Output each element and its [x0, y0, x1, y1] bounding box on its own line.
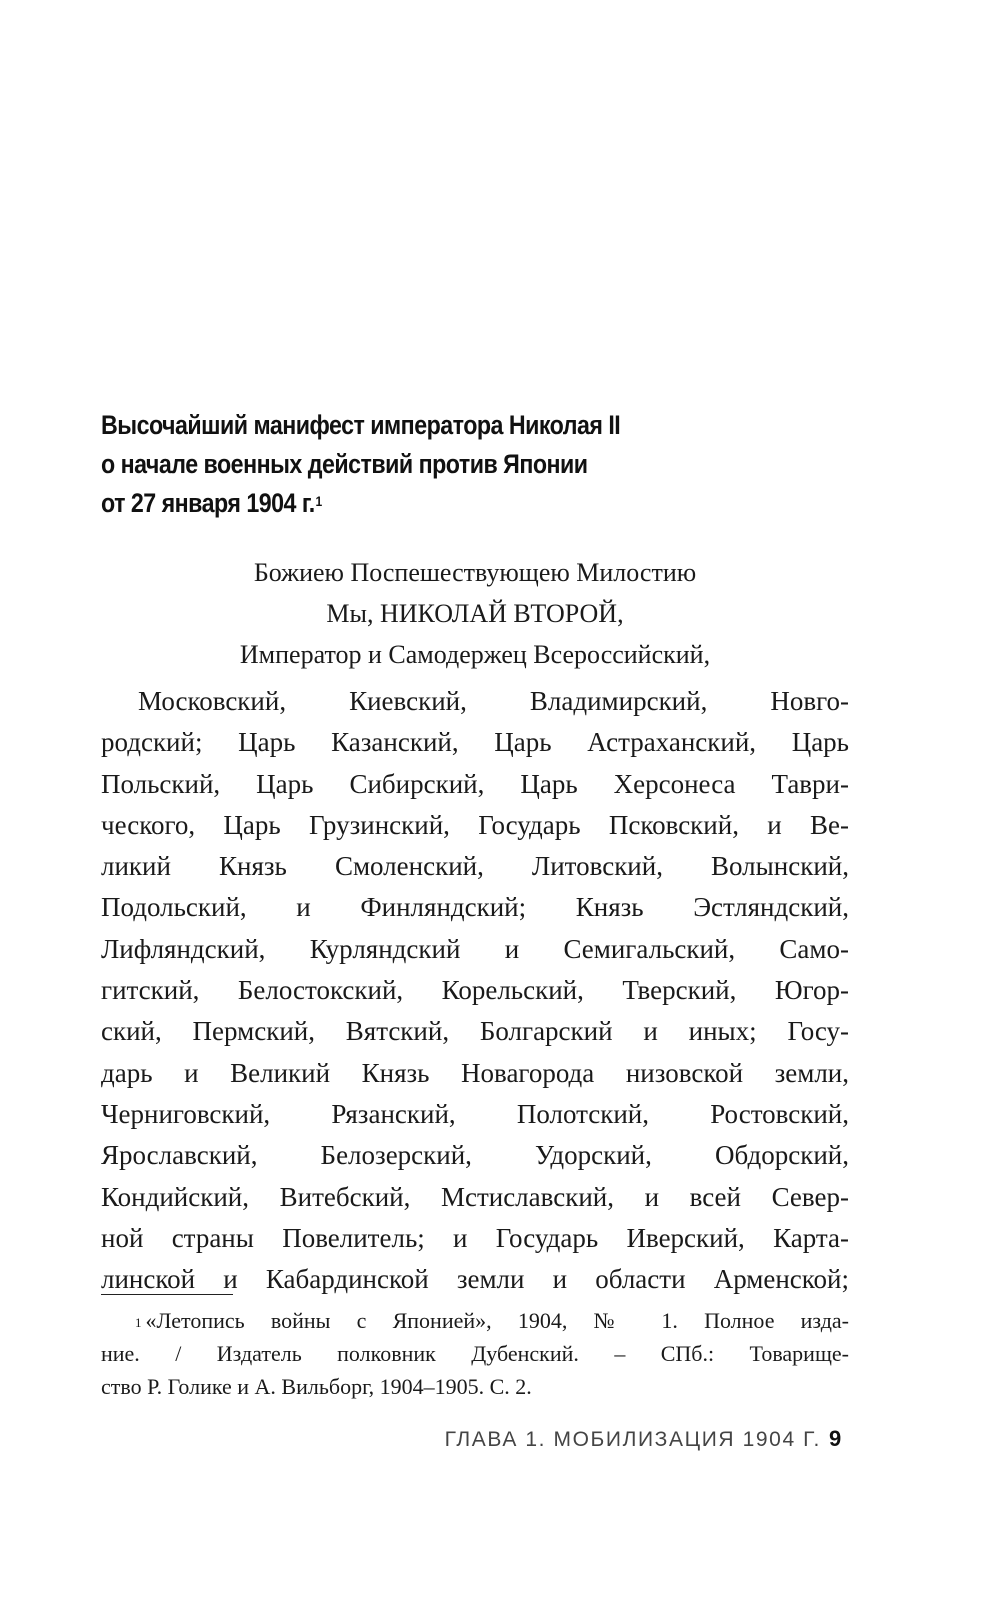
heading-footnote-ref[interactable]: 1: [315, 493, 322, 509]
titulature-block: [101, 552, 849, 675]
body-line: гитский, Белостокский, Корельский, Тверский, Югор-: [101, 975, 849, 1006]
page-number: 9: [829, 1426, 842, 1451]
heading-line-3-text: от 27 января 1904 г.: [101, 488, 315, 518]
manifesto-body: [101, 681, 849, 1300]
body-line: Польский, Царь Сибирский, Царь Херсонеса Таври-: [101, 768, 849, 799]
body-line: Лифляндский, Курляндский и Семигальский, Само-: [101, 933, 849, 964]
footnote-line-3: ство Р. Голике и А. Вильборг, 1904–1905. С. 2.: [101, 1374, 532, 1399]
body-line: родский; Царь Казанский, Царь Астраханский, Царь: [101, 727, 849, 758]
footnote-line-1-text: «Летопись войны с Японией», 1904, № 1. Полное изда-: [145, 1308, 849, 1333]
footnote-divider: [101, 1294, 233, 1295]
heading-line-1: Высочайший манифест императора Николая II: [101, 410, 621, 440]
body-line: Подольский, и Финляндский; Князь Эстляндский,: [101, 892, 849, 923]
body-line: Черниговский, Рязанский, Полотский, Ростовский,: [101, 1098, 849, 1129]
footnote-line-1: [101, 1304, 849, 1337]
body-line: ликий Князь Смоленский, Литовский, Волынский,: [101, 851, 849, 882]
body-line: Кондийский, Витебский, Мстиславский, и всей Север-: [101, 1181, 849, 1212]
body-line: ческого, Царь Грузинский, Государь Псковский, и Ве-: [101, 809, 849, 840]
footnote-line-2: ние. / Издатель полковник Дубенский. – СПб.: Товарище-: [101, 1341, 849, 1366]
body-line: Ярославский, Белозерский, Удорский, Обдорский,: [101, 1140, 849, 1171]
body-line: Московский, Киевский, Владимирский, Новго-: [138, 686, 849, 716]
footnote: [101, 1304, 849, 1403]
manifesto-heading: [101, 406, 755, 523]
titulature-line-2: Мы, НИКОЛАЙ ВТОРОЙ,: [326, 599, 624, 628]
running-footer-title: ГЛАВА 1. МОБИЛИЗАЦИЯ 1904 Г.: [444, 1428, 821, 1451]
body-line: ной страны Повелитель; и Государь Иверский, Карта-: [101, 1222, 849, 1253]
body-line: дарь и Великий Князь Новагорода низовской земли,: [101, 1057, 849, 1088]
heading-line-2: о начале военных действий против Японии: [101, 449, 588, 479]
footnote-marker: 1: [135, 1315, 142, 1330]
titulature-line-3: Император и Самодержец Всероссийский,: [239, 640, 711, 669]
titulature-line-1: Божиею Поспешествующею Милостию: [253, 558, 697, 587]
body-line: линской и Кабардинской земли и области Арменской;: [101, 1264, 849, 1295]
body-line: ский, Пермский, Вятский, Болгарский и иных; Госу-: [101, 1016, 849, 1047]
heading-line-3: [101, 484, 755, 523]
